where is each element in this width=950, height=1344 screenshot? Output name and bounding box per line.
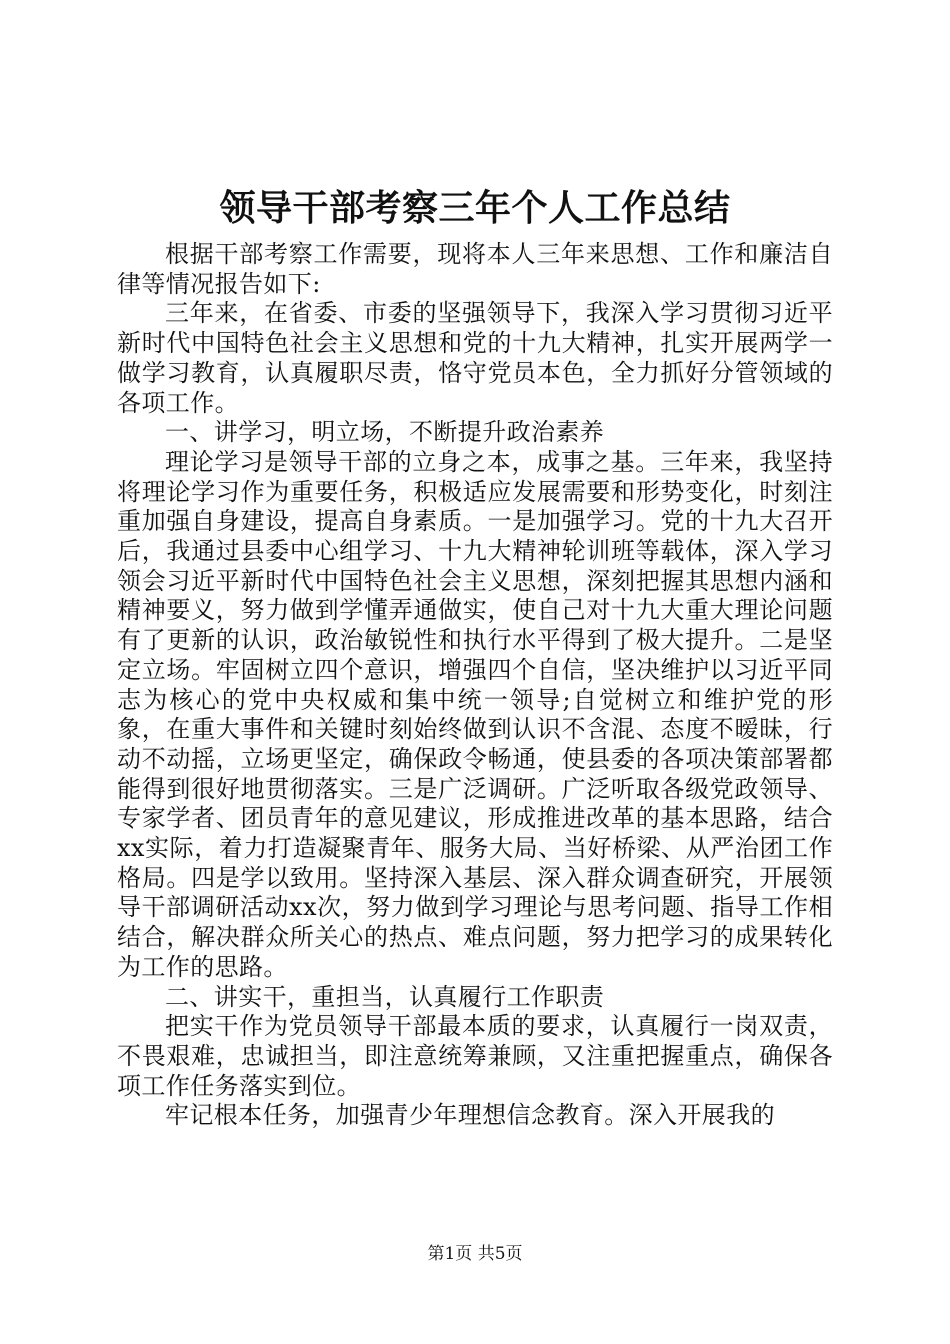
document-title: 领导干部考察三年个人工作总结 [219, 187, 731, 229]
paragraph-task: 牢记根本任务，加强青少年理想信念教育。深入开展我的 [165, 1101, 775, 1130]
page-footer: 第1页 共5页 [427, 1244, 523, 1264]
section-heading-1: 一、讲学习，明立场，不断提升政治素养 [165, 418, 605, 447]
section-heading-2: 二、讲实干，重担当，认真履行工作职责 [165, 982, 605, 1011]
document-body [117, 240, 833, 1131]
paragraph-intro: 根据干部考察工作需要，现将本人三年来思想、工作和廉洁自律等情况报告如下: [117, 240, 833, 298]
paragraph-duty: 把实干作为党员领导干部最本质的要求，认真履行一岗双责，不畏艰难，忠诚担当，即注意统筹兼顾，又注重把握重点，确保各项工作任务落实到位。 [117, 1012, 833, 1100]
paragraph-study: 理论学习是领导干部的立身之本，成事之基。三年来，我坚持将理论学习作为重要任务，积极适应发展需要和形势变化，时刻注重加强自身建设，提高自身素质。一是加强学习。党的十九大召开后，我通过县委中心组学习、十九大精神轮训班等载体，深入学习领会习近平新时代中国特色社会主义思想，深刻把握其思想内涵和精神要义，努力做到学懂弄通做实，使自己对十九大重大理论问题有了更新的认识，政治敏锐性和执行水平得到了极大提升。二是坚定立场。牢固树立四个意识，增强四个自信，坚决维护以习近平同志为核心的党中央权威和集中统一领导;自觉树立和维护党的形象，在重大事件和关键时刻始终做到认识不含混、态度不暧昧，行动不动摇，立场更坚定，确保政令畅通，使县委的各项决策部署都能得到很好地贯彻落实。三是广泛调研。广泛听取各级党政领导、专家学者、团员青年的意见建议，形成推进改革的基本思路，结合xx实际，着力打造凝聚青年、服务大局、当好桥梁、从严治团工作格局。四是学以致用。坚持深入基层、深入群众调查研究，开展领导干部调研活动xx次，努力做到学习理论与思考问题、指导工作相结合，解决群众所关心的热点、难点问题，努力把学习的成果转化为工作的思路。 [117, 447, 833, 981]
paragraph-overview: 三年来，在省委、市委的坚强领导下，我深入学习贯彻习近平新时代中国特色社会主义思想和党的十九大精神，扎实开展两学一做学习教育，认真履职尽责，恪守党员本色，全力抓好分管领域的各项工作。 [117, 299, 833, 417]
